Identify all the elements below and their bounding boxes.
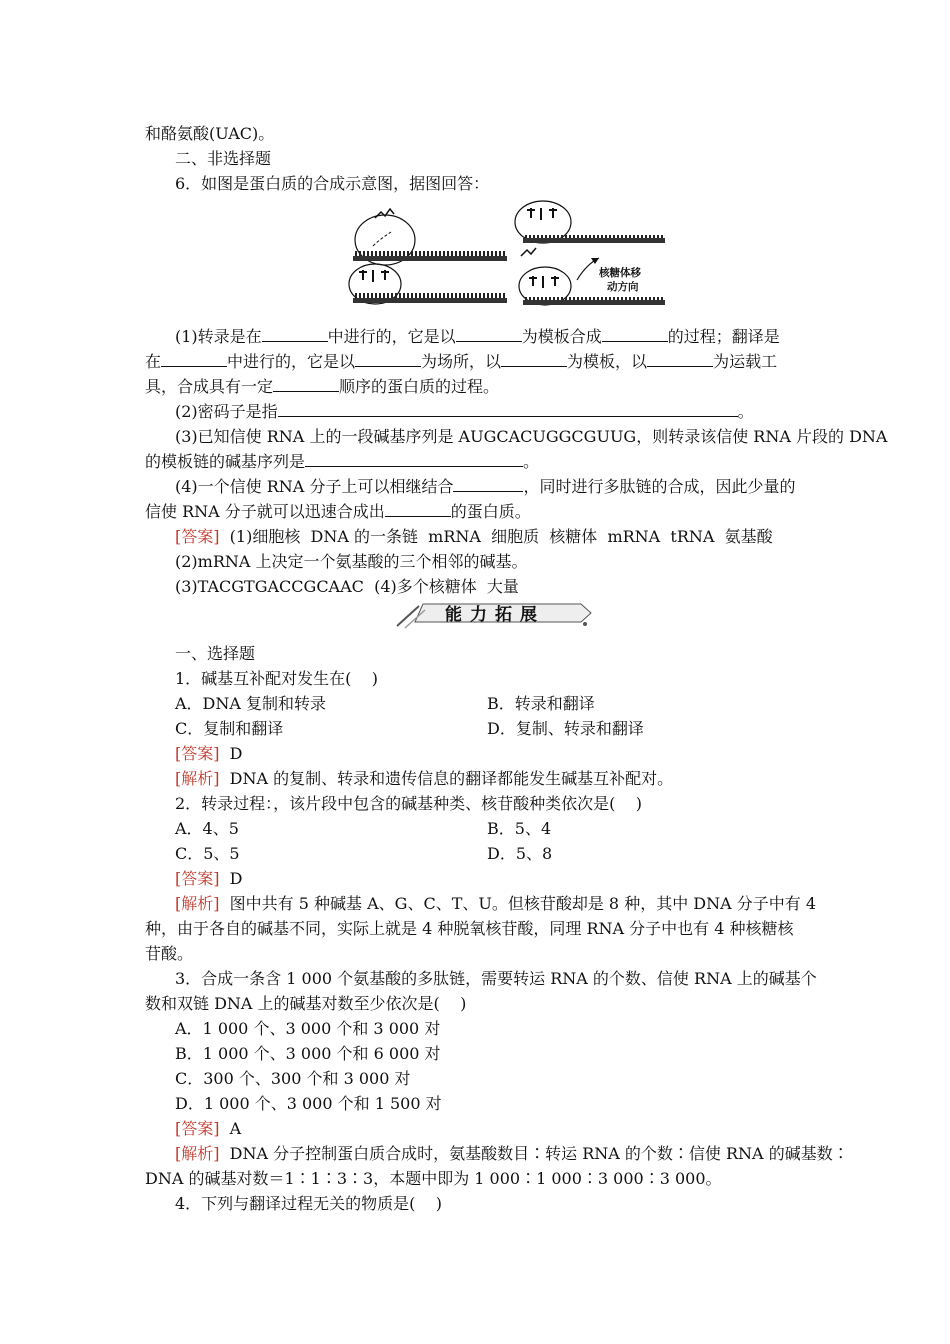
blank-field[interactable] [273, 377, 339, 392]
q3-analysis-line2: DNA 的碱基对数＝1∶1∶3∶3，本题中即为 1 000∶1 000∶3 000∶3 000。 [145, 1169, 722, 1188]
q2-analysis-line1: [解析] 图中共有 5 种碱基 A、G、C、T、U。但核苷酸却是 8 种，其中 DNA 分子中有 4 [175, 894, 817, 913]
analysis-tag: [解析] [175, 769, 220, 788]
strand-base [439, 251, 441, 256]
strand-base [459, 251, 461, 256]
strand-base [609, 297, 611, 300]
q6-answer-line2: (2)mRNA 上决定一个氨基酸的三个相邻的碱基。 [175, 552, 528, 571]
strand-base [375, 251, 377, 256]
strand-base [495, 251, 497, 256]
strand-base [359, 293, 361, 298]
q1-option-a[interactable]: A．DNA 复制和转录 [175, 694, 327, 713]
strand-base [549, 297, 551, 300]
strand-base [525, 235, 527, 238]
strand-base [447, 251, 449, 256]
strand-base [593, 235, 595, 238]
blank-field[interactable] [161, 352, 227, 367]
strand-base [573, 235, 575, 238]
strand-base [439, 293, 441, 298]
strand-base [597, 235, 599, 238]
strand-base [561, 297, 563, 300]
strand-base [541, 235, 543, 238]
blank-field[interactable] [278, 402, 738, 417]
q1-option-c[interactable]: C．复制和翻译 [175, 719, 284, 738]
strand-base [625, 297, 627, 300]
blank-field[interactable] [501, 352, 567, 367]
strand-base [435, 293, 437, 298]
strand-base [395, 251, 397, 256]
protein-synthesis-figure [345, 198, 675, 308]
strand-base [471, 293, 473, 298]
strand-base [605, 235, 607, 238]
strand-base [443, 293, 445, 298]
strand-base [379, 251, 381, 256]
strand-base [657, 235, 659, 238]
strand-base [661, 297, 663, 300]
q2-stem: 2．转录过程：，该片段中包含的碱基种类、核苷酸种类依次是( ) [175, 794, 643, 813]
strand-base [355, 293, 357, 298]
strand-base [367, 251, 369, 256]
panel-translation-1 [349, 264, 507, 304]
strand-base [379, 293, 381, 298]
strand-base [415, 293, 417, 298]
strand-base [411, 293, 413, 298]
strand-base [383, 293, 385, 298]
strand-base [383, 251, 385, 256]
q6-part1-line3: 具，合成具有一定 顺序的蛋白质的过程。 [145, 377, 500, 396]
blank-field[interactable] [456, 327, 522, 342]
strand-base [435, 251, 437, 256]
strand-base [431, 251, 433, 256]
strand-base [503, 293, 505, 298]
strand-base [637, 235, 639, 238]
strand-base [371, 251, 373, 256]
strand-base [479, 293, 481, 298]
analysis-tag: [解析] [175, 894, 220, 913]
strand-base [629, 235, 631, 238]
strand-base [529, 235, 531, 238]
section-heading: 一、选择题 [175, 644, 256, 663]
strand-base [653, 235, 655, 238]
q3-option-a[interactable]: A．1 000 个、3 000 个和 3 000 对 [175, 1019, 441, 1038]
q6-part2: (2)密码子是指 。 [175, 402, 754, 421]
q1-option-b[interactable]: B．转录和翻译 [487, 694, 595, 713]
question-stem: 6．如图是蛋白质的合成示意图，据图回答： [175, 174, 490, 193]
q2-analysis-line3: 苷酸。 [145, 944, 194, 963]
strand-base [597, 297, 599, 300]
strand-base [573, 297, 575, 300]
strand-base [637, 297, 639, 300]
strand-base [629, 297, 631, 300]
strand-base [613, 235, 615, 238]
strand-base [427, 293, 429, 298]
q3-analysis-line1: [解析] DNA 分子控制蛋白质合成时，氨基酸数目∶转运 RNA 的个数∶信使 RNA 的碱基数∶ [175, 1144, 849, 1163]
q2-analysis-line2: 种，由于各自的碱基不同，实际上就是 4 种脱氧核苷酸，同理 RNA 分子中也有 4 种核糖核 [145, 919, 794, 938]
strand-base [367, 293, 369, 298]
strand-base [545, 235, 547, 238]
strand-base [601, 297, 603, 300]
q3-stem-line1: 3．合成一条含 1 000 个氨基酸的多肽链，需要转运 RNA 的个数、信使 RNA 上的碱基个 [175, 969, 817, 988]
strand-base [533, 235, 535, 238]
strand-base [649, 235, 651, 238]
strand-base [661, 235, 663, 238]
q1-answer: [答案] D [175, 744, 243, 763]
strand-base [641, 297, 643, 300]
strand-base [645, 235, 647, 238]
q2-option-b[interactable]: B．5、4 [487, 819, 552, 838]
strand-base [541, 297, 543, 300]
q6-answer-line1: [答案] (1)细胞核 DNA 的一条链 mRNA 细胞质 核糖体 mRNA tRNA 氨基酸 [175, 527, 773, 546]
strand-base [499, 293, 501, 298]
strand-base [601, 235, 603, 238]
strand-base [363, 293, 365, 298]
strand-base [537, 297, 539, 300]
strand-base [407, 251, 409, 256]
strand-base [645, 297, 647, 300]
blank-field[interactable] [385, 502, 451, 517]
q6-part3-line1: (3)已知信使 RNA 上的一段碱基序列是 AUGCACUGGCGUUG，则转录该信使 RNA 片段的 DNA [175, 427, 888, 446]
q3-stem-line2: 数和双链 DNA 上的碱基对数至少依次是( ) [145, 994, 467, 1013]
panel-transcription-1 [353, 209, 507, 265]
q4-stem: 4．下列与翻译过程无关的物质是( ) [175, 1194, 443, 1213]
strand-base [455, 293, 457, 298]
q6-part3-line2: 的模板链的碱基序列是 。 [145, 452, 540, 471]
strand-base [503, 251, 505, 256]
blank-field[interactable] [305, 452, 523, 467]
answer-tag: [答案] [175, 869, 220, 888]
strand-base [499, 251, 501, 256]
q2-answer: [答案] D [175, 869, 243, 888]
strand-base [371, 293, 373, 298]
strand-base [569, 297, 571, 300]
panel-translation-2 [519, 248, 665, 305]
strand-base [593, 297, 595, 300]
strand-base [403, 251, 405, 256]
strand-base [359, 251, 361, 256]
strand-base [589, 297, 591, 300]
strand-base [475, 251, 477, 256]
strand-base [483, 293, 485, 298]
blank-field[interactable] [453, 477, 523, 492]
strand-base [459, 293, 461, 298]
strand-base [419, 251, 421, 256]
strand-base [495, 293, 497, 298]
strand-base [363, 251, 365, 256]
strand-base [491, 293, 493, 298]
strand-base [617, 235, 619, 238]
text-line: 和酪氨酸(UAC)。 [145, 124, 275, 143]
q1-option-d[interactable]: D．复制、转录和翻译 [487, 719, 644, 738]
q2-option-a[interactable]: A．4、5 [175, 819, 239, 838]
strand-base [545, 297, 547, 300]
strand-base [479, 251, 481, 256]
strand-base [581, 235, 583, 238]
strand-base [463, 251, 465, 256]
strand-base [355, 251, 357, 256]
strand-base [657, 297, 659, 300]
strand-base [561, 235, 563, 238]
strand-base [549, 235, 551, 238]
strand-base [387, 293, 389, 298]
section-heading: 二、非选择题 [175, 149, 272, 168]
figure-label-line1: 核糖体移 [599, 267, 641, 279]
strand-base [537, 235, 539, 238]
answer-tag: [答案] [175, 744, 220, 763]
strand-base [577, 297, 579, 300]
q6-answer-line3: (3)TACGTGACCGCAAC (4)多个核糖体 大量 [175, 577, 519, 596]
strand-base [605, 297, 607, 300]
strand-base [463, 293, 465, 298]
q3-option-c[interactable]: C．300 个、300 个和 3 000 对 [175, 1069, 411, 1088]
strand-base [391, 293, 393, 298]
strand-base [565, 235, 567, 238]
q3-answer: [答案] A [175, 1119, 242, 1138]
strand-base [423, 251, 425, 256]
strand-base [581, 297, 583, 300]
strand-base [423, 293, 425, 298]
strand-base [399, 251, 401, 256]
strand-base [475, 293, 477, 298]
strand-base [395, 293, 397, 298]
strand-base [415, 251, 417, 256]
strand-base [451, 293, 453, 298]
strand-base [375, 293, 377, 298]
strand-base [483, 251, 485, 256]
strand-base [577, 235, 579, 238]
section-banner [395, 596, 595, 630]
strand-base [451, 251, 453, 256]
strand-base [621, 297, 623, 300]
strand-base [617, 297, 619, 300]
strand-base [403, 293, 405, 298]
q3-option-b[interactable]: B．1 000 个、3 000 个和 6 000 对 [175, 1044, 441, 1063]
strand-base [625, 235, 627, 238]
analysis-tag: [解析] [175, 1144, 220, 1163]
strand-base [487, 251, 489, 256]
q6-part4-line2: 信使 RNA 分子就可以迅速合成出 的蛋白质。 [145, 502, 531, 521]
strand-base [585, 297, 587, 300]
strand-base [585, 235, 587, 238]
answer-tag: [答案] [175, 1119, 220, 1138]
blank-field[interactable] [647, 352, 713, 367]
strand-base [589, 235, 591, 238]
strand-base [411, 251, 413, 256]
q2-option-c[interactable]: C．5、5 [175, 844, 240, 863]
strand-base [565, 297, 567, 300]
strand-base [553, 235, 555, 238]
strand-base [491, 251, 493, 256]
strand-base [419, 293, 421, 298]
strand-base [633, 235, 635, 238]
strand-base [467, 251, 469, 256]
blank-field[interactable] [355, 352, 421, 367]
banner-title: 能力拓展 [445, 605, 545, 625]
strand-base [633, 297, 635, 300]
q6-part1-line2: 在 中进行的，它是以 为场所，以 为模板，以 为运载工 [145, 352, 778, 371]
strand-base [487, 293, 489, 298]
strand-base [641, 235, 643, 238]
strand-base [447, 293, 449, 298]
q1-analysis: [解析] DNA 的复制、转录和遗传信息的翻译都能发生碱基互补配对。 [175, 769, 674, 788]
strand-base [609, 235, 611, 238]
strand-base [569, 235, 571, 238]
figure-label-line2: 动方向 [607, 281, 639, 293]
strand-base [407, 293, 409, 298]
q3-option-d[interactable]: D．1 000 个、3 000 个和 1 500 对 [175, 1094, 442, 1113]
strand-base [467, 293, 469, 298]
q1-stem: 1．碱基互补配对发生在( ) [175, 669, 379, 688]
strand-base [529, 297, 531, 300]
q6-part1-line1: (1)转录是在 中进行的，它是以 为模板合成 的过程；翻译是 [175, 327, 780, 346]
strand-base [431, 293, 433, 298]
strand-base [399, 293, 401, 298]
strand-base [455, 251, 457, 256]
blank-field[interactable] [262, 327, 328, 342]
strand-base [621, 235, 623, 238]
strand-base [649, 297, 651, 300]
strand-base [443, 251, 445, 256]
strand-base [387, 251, 389, 256]
strand-base [557, 297, 559, 300]
strand-base [613, 297, 615, 300]
answer-tag: [答案] [175, 527, 220, 546]
strand-base [427, 251, 429, 256]
q6-part4-line1: (4)一个信使 RNA 分子上可以相继结合 ，同时进行多肽链的合成，因此少量的 [175, 477, 796, 496]
strand-base [653, 297, 655, 300]
strand-base [553, 297, 555, 300]
q2-option-d[interactable]: D．5、8 [487, 844, 553, 863]
strand-base [525, 297, 527, 300]
strand-base [557, 235, 559, 238]
panel-transcription-2 [515, 201, 665, 243]
strand-base [391, 251, 393, 256]
blank-field[interactable] [602, 327, 668, 342]
strand-base [533, 297, 535, 300]
strand-base [471, 251, 473, 256]
